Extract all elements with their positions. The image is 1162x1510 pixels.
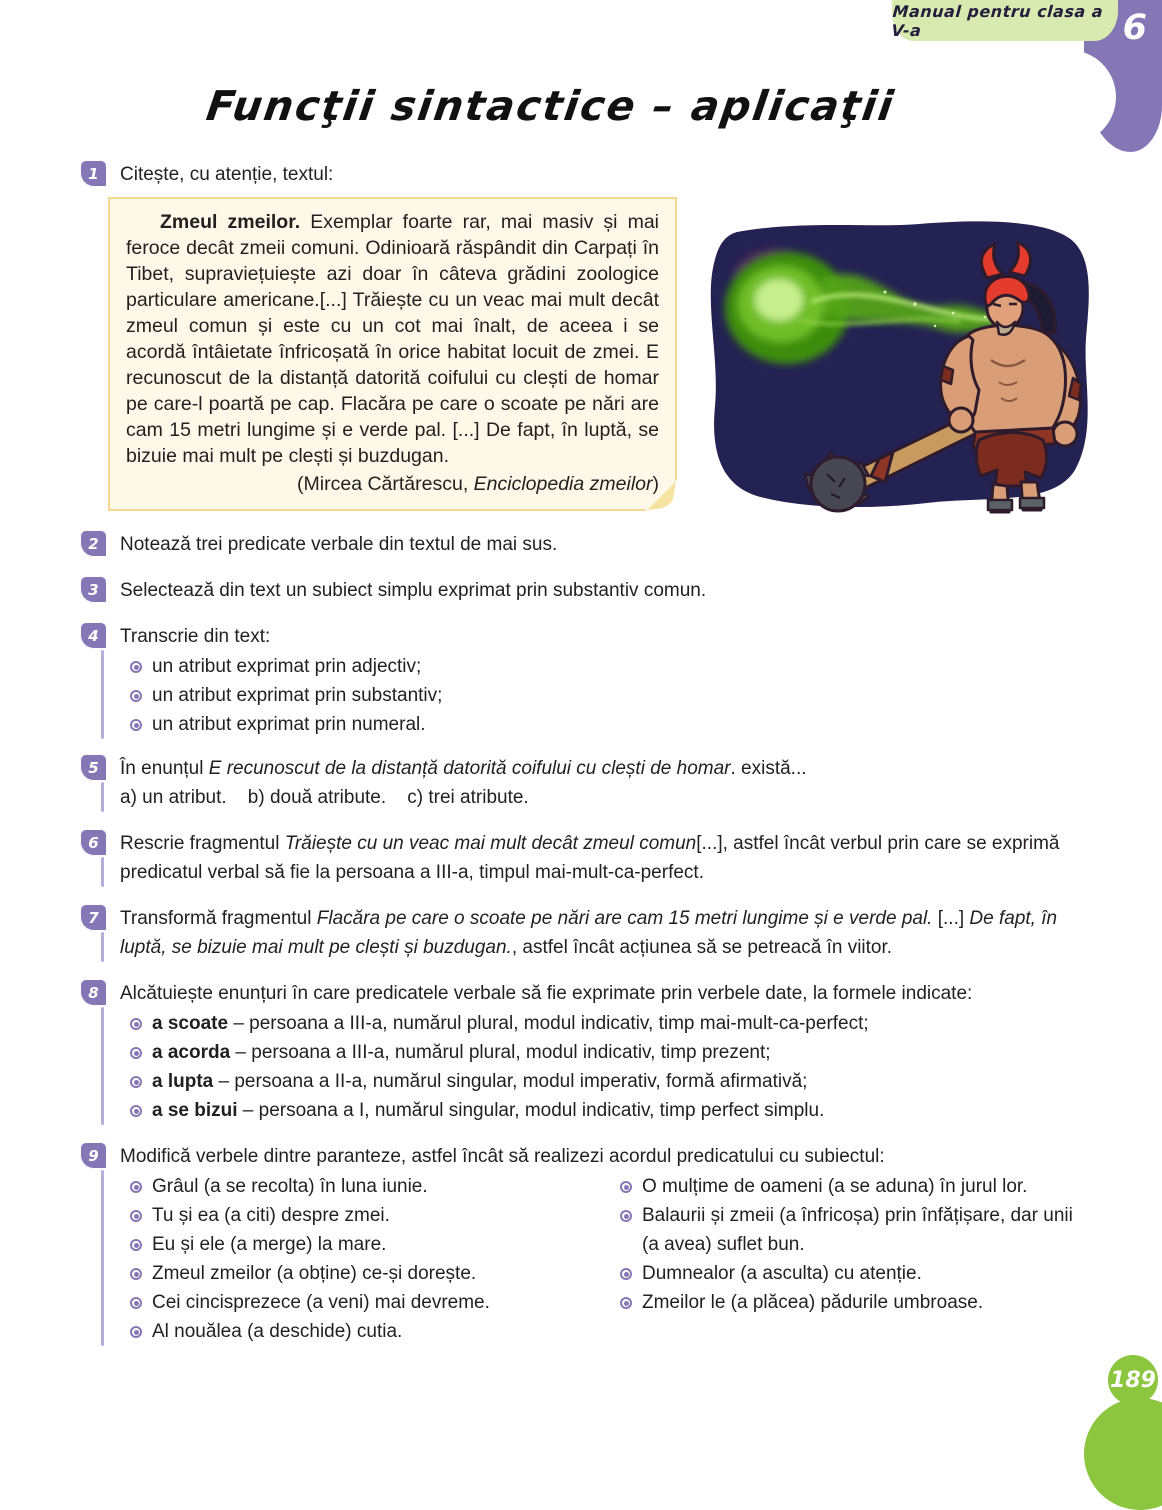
exercise-2	[80, 530, 1090, 559]
exercise-9-badge: 9	[80, 1142, 107, 1169]
list-item: Tu și ea (a citi) despre zmei.	[130, 1201, 598, 1230]
exercise-1-badge: 1	[80, 160, 107, 187]
bullet-icon	[130, 1326, 142, 1338]
exercise-8	[80, 979, 1090, 1125]
exercise-rail-line	[101, 932, 104, 962]
bullet-icon	[130, 1047, 142, 1059]
list-item: a scoate – persoana a III-a, numărul plural, modul indicativ, timp mai-mult-ca-perfect;	[130, 1009, 1090, 1038]
bullet-icon	[130, 1239, 142, 1251]
green-bubble-dot	[1124, 1407, 1142, 1425]
list-item: un atribut exprimat prin numeral.	[130, 710, 1090, 739]
exercise-1	[80, 160, 1090, 189]
bullet-icon	[130, 1210, 142, 1222]
bullet-icon	[620, 1210, 632, 1222]
exercise-9-bullets-left	[120, 1172, 598, 1346]
bullet-icon	[620, 1268, 632, 1280]
green-bubble-dot	[1114, 1424, 1128, 1438]
list-item: Al nouălea (a deschide) cutia.	[130, 1317, 598, 1346]
exercise-5-text: În enunțul E recunoscut de la distanță datorită coifului cu clești de homar. există...	[120, 758, 807, 779]
exercise-5	[80, 754, 1090, 812]
corner-green-circle	[1084, 1398, 1162, 1510]
list-item: Zmeilor le (a plăcea) pădurile umbroase.	[620, 1288, 1090, 1317]
bullet-icon	[130, 719, 142, 731]
list-item: Cei cincisprezece (a veni) mai devreme.	[130, 1288, 598, 1317]
edition-badge-label: Manual pentru clasa a V-a	[890, 1, 1104, 40]
exercise-9-text: Modifică verbele dintre paranteze, astfel încât să realizezi acordul predicatului cu subiectul:	[120, 1146, 885, 1167]
exercise-rail-line	[101, 650, 104, 739]
exercise-4-bullets	[120, 652, 1090, 739]
list-item: un atribut exprimat prin adjectiv;	[130, 652, 1090, 681]
exercise-2-text: Notează trei predicate verbale din textul de mai sus.	[120, 534, 558, 555]
exercise-4	[80, 622, 1090, 739]
reading-box-attribution: (Mircea Cărtărescu, Enciclopedia zmeilor)	[297, 473, 659, 495]
list-item: Grâul (a se recolta) în luna iunie.	[130, 1172, 598, 1201]
list-item: O mulțime de oameni (a se aduna) în jurul lor.	[620, 1172, 1090, 1201]
exercise-2-badge: 2	[80, 530, 107, 557]
exercise-3-text: Selectează din text un subiect simplu exprimat prin substantiv comun.	[120, 580, 707, 601]
bullet-icon	[130, 1297, 142, 1309]
exercise-8-bullets	[120, 1009, 1090, 1125]
list-item: Eu și ele (a merge) la mare.	[130, 1230, 598, 1259]
exercise-3	[80, 576, 1090, 605]
exercise-7	[80, 904, 1090, 962]
list-item: a lupta – persoana a II-a, numărul singular, modul imperativ, formă afirmativă;	[130, 1067, 1090, 1096]
bullet-icon	[130, 690, 142, 702]
list-item: a acorda – persoana a III-a, numărul plural, modul indicativ, timp prezent;	[130, 1038, 1090, 1067]
bullet-icon	[130, 1181, 142, 1193]
bullet-icon	[130, 1105, 142, 1117]
exercise-9	[80, 1142, 1090, 1346]
exercise-6	[80, 829, 1090, 887]
exercise-9-bullets-right	[620, 1172, 1090, 1346]
list-item: Dumnealor (a asculta) cu atenție.	[620, 1259, 1090, 1288]
bullet-icon	[130, 1018, 142, 1030]
exercise-rail-line	[101, 857, 104, 887]
exercise-8-badge: 8	[80, 979, 107, 1006]
exercise-5-badge: 5	[80, 754, 107, 781]
exercise-rail-line	[101, 1007, 104, 1125]
chapter-number: 6	[1122, 8, 1147, 48]
bullet-icon	[620, 1181, 632, 1193]
exercise-8-text: Alcătuiește enunțuri în care predicatele verbale să fie exprimate prin verbele date, la formele indicate:	[120, 983, 973, 1004]
bullet-icon	[130, 1076, 142, 1088]
exercise-1-text: Citește, cu atenție, textul:	[120, 164, 334, 185]
exercise-5-options: a) un atribut. b) două atribute. c) trei atribute.	[120, 787, 529, 808]
exercise-rail-line	[101, 782, 104, 812]
page-title: Funcţii sintactice – aplicaţii	[203, 82, 899, 130]
exercise-4-text: Transcrie din text:	[120, 626, 271, 647]
exercise-6-badge: 6	[80, 829, 107, 856]
reading-box-paragraph: Zmeul zmeilor. Exemplar foarte rar, mai masiv și mai feroce decât zmeii comuni. Odinioară răspândit din Carpați în Tibet, supraviețuiește azi doar în câteva grădini zoologice particulare americane.[...] Trăiește cu un veac mai mult decât zmeul comun și este cu un cot mai înalt, de aceea i se acordă întâietate înfricoșată în orice habitat locuit de zmei. E recunoscut de la distanță datorită coifului cu clești de homar pe care-l poartă pe cap. Flacăra pe care o scoate pe nări are cam 15 metri lungime și e verde pal. [...] De fapt, în luptă, se bizuie mai mult pe clești și buzdugan.	[126, 211, 659, 467]
reading-box	[108, 197, 677, 511]
list-item: Zmeul zmeilor (a obține) ce-și dorește.	[130, 1259, 598, 1288]
list-item: a se bizui – persoana a I, numărul singular, modul indicativ, timp perfect simplu.	[130, 1096, 1090, 1125]
exercise-3-badge: 3	[80, 576, 107, 603]
exercise-7-text: Transformă fragmentul Flacăra pe care o scoate pe nări are cam 15 metri lungime și e verde pal. [...] De fapt, în luptă, se bizuie mai mult pe clești și buzdugan., astfel încât acțiunea să se petreacă în viitor.	[120, 908, 1058, 958]
exercise-rail-line	[101, 1170, 104, 1346]
exercise-7-badge: 7	[80, 904, 107, 931]
page-number-bubble: 189	[1108, 1355, 1158, 1405]
bullet-icon	[620, 1297, 632, 1309]
exercise-6-text: Rescrie fragmentul Trăiește cu un veac mai mult decât zmeul comun[...], astfel încât verbul prin care se exprimă predicatul verbal să fie la persoana a III-a, timpul mai-mult-ca-perfect.	[120, 833, 1060, 883]
exercise-4-badge: 4	[80, 622, 107, 649]
bullet-icon	[130, 661, 142, 673]
list-item: un atribut exprimat prin substantiv;	[130, 681, 1090, 710]
page-fold-corner	[645, 479, 677, 511]
list-item: Balaurii și zmeii (a înfricoșa) prin înfățișare, dar unii (a avea) suflet bun.	[620, 1201, 1090, 1259]
main-content	[80, 160, 1090, 1346]
edition-badge	[892, 0, 1118, 41]
green-bubble-dot	[1127, 1437, 1135, 1445]
bullet-icon	[130, 1268, 142, 1280]
